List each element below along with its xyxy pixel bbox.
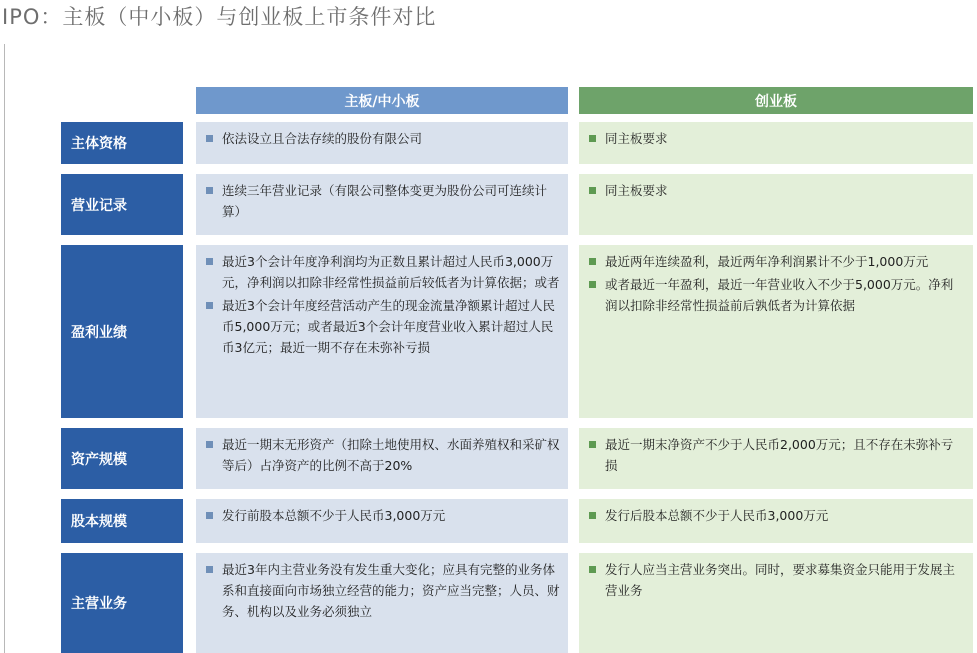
bullet-item xyxy=(206,559,560,622)
row-label: 股本规模 xyxy=(61,499,183,543)
bullet-item xyxy=(589,274,965,316)
header-gem-board: 创业板 xyxy=(579,87,973,114)
square-bullet-icon xyxy=(206,302,213,309)
bullet-text: 或者最近一年盈利，最近一年营业收入不少于5,000万元。净利润以扣除非经常性损益前后孰低者为计算依据 xyxy=(605,277,954,313)
row-label: 主体资格 xyxy=(61,122,183,164)
row-label: 营业记录 xyxy=(61,174,183,235)
left-divider-line xyxy=(4,44,5,653)
bullet-text: 依法设立且合法存续的股份有限公司 xyxy=(222,131,423,146)
page-title: IPO：主板（中小板）与创业板上市条件对比 xyxy=(2,5,437,29)
main-board-cell xyxy=(196,428,568,489)
header-main-board: 主板/中小板 xyxy=(196,87,568,114)
bullet-item xyxy=(206,434,560,476)
main-board-cell xyxy=(196,553,568,653)
bullet-item xyxy=(589,251,965,272)
bullet-text: 同主板要求 xyxy=(605,131,668,146)
square-bullet-icon xyxy=(589,441,596,448)
bullet-item xyxy=(589,128,965,149)
bullet-text: 发行前股本总额不少于人民币3,000万元 xyxy=(222,508,446,523)
bullet-item xyxy=(589,434,965,476)
bullet-item xyxy=(589,180,965,201)
gem-board-cell xyxy=(579,245,973,418)
square-bullet-icon xyxy=(589,281,596,288)
bullet-text: 最近3年内主营业务没有发生重大变化；应具有完整的业务体系和直接面向市场独立经营的能力；资产应当完整；人员、财务、机构以及业务必须独立 xyxy=(222,562,560,619)
bullet-text: 最近3个会计年度经营活动产生的现金流量净额累计超过人民币5,000万元；或者最近3个会计年度营业收入累计超过人民币3亿元；最近一期不存在未弥补亏损 xyxy=(222,298,555,355)
row-label: 主营业务 xyxy=(61,553,183,653)
bullet-text: 最近两年连续盈利，最近两年净利润累计不少于1,000万元 xyxy=(605,254,929,269)
bullet-item xyxy=(206,505,560,526)
main-board-cell xyxy=(196,174,568,235)
square-bullet-icon xyxy=(206,566,213,573)
bullet-item xyxy=(206,295,560,358)
square-bullet-icon xyxy=(206,135,213,142)
bullet-text: 最近一期末净资产不少于人民币2,000万元；且不存在未弥补亏损 xyxy=(605,437,954,473)
square-bullet-icon xyxy=(206,512,213,519)
square-bullet-icon xyxy=(589,566,596,573)
square-bullet-icon xyxy=(589,258,596,265)
bullet-text: 最近3个会计年度净利润均为正数且累计超过人民币3,000万元，净利润以扣除非经常性损益前后较低者为计算依据；或者 xyxy=(222,254,560,290)
square-bullet-icon xyxy=(589,512,596,519)
square-bullet-icon xyxy=(206,258,213,265)
bullet-text: 同主板要求 xyxy=(605,183,668,198)
bullet-item xyxy=(206,128,560,149)
bullet-item xyxy=(589,505,965,526)
bullet-item xyxy=(589,559,965,601)
main-board-cell xyxy=(196,499,568,543)
gem-board-cell xyxy=(579,499,973,543)
bullet-item xyxy=(206,180,560,222)
bullet-text: 发行后股本总额不少于人民币3,000万元 xyxy=(605,508,829,523)
row-label: 资产规模 xyxy=(61,428,183,489)
main-board-cell xyxy=(196,245,568,418)
gem-board-cell xyxy=(579,428,973,489)
square-bullet-icon xyxy=(589,135,596,142)
square-bullet-icon xyxy=(206,441,213,448)
bullet-text: 最近一期末无形资产（扣除土地使用权、水面养殖权和采矿权等后）占净资产的比例不高于20% xyxy=(222,437,560,473)
row-label: 盈利业绩 xyxy=(61,245,183,418)
gem-board-cell xyxy=(579,174,973,235)
main-board-cell xyxy=(196,122,568,164)
bullet-text: 发行人应当主营业务突出。同时，要求募集资金只能用于发展主营业务 xyxy=(605,562,956,598)
bullet-item xyxy=(206,251,560,293)
square-bullet-icon xyxy=(206,187,213,194)
bullet-text: 连续三年营业记录（有限公司整体变更为股份公司可连续计算） xyxy=(222,183,548,219)
gem-board-cell xyxy=(579,122,973,164)
gem-board-cell xyxy=(579,553,973,653)
square-bullet-icon xyxy=(589,187,596,194)
